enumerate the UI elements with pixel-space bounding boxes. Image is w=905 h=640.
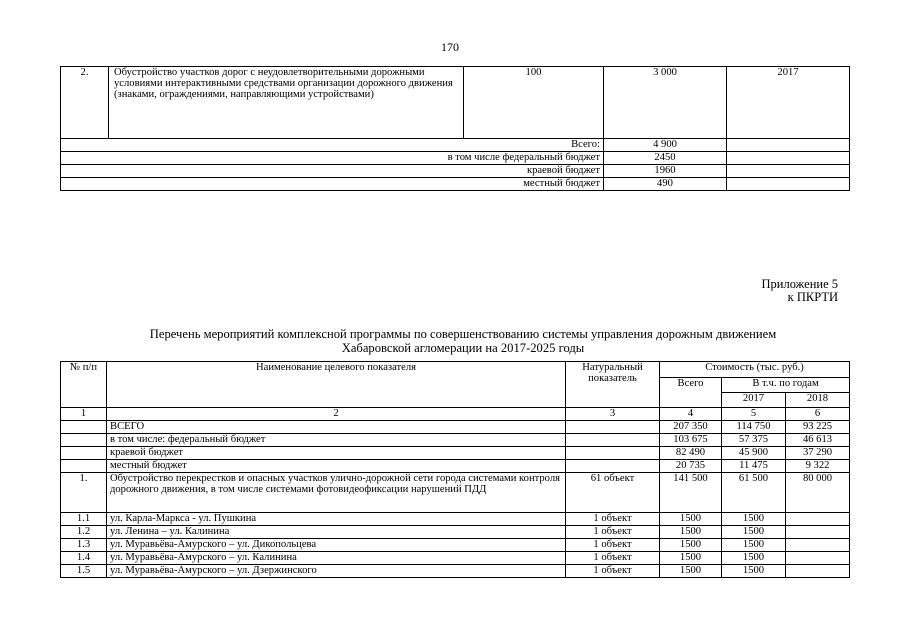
empty-cell <box>727 139 850 152</box>
row-2018: 80 000 <box>786 473 850 513</box>
header-year-2018: 2018 <box>786 393 850 408</box>
row-2018 <box>786 565 850 578</box>
column-number: 4 <box>660 408 722 421</box>
table-row <box>61 434 850 447</box>
row-name: местный бюджет <box>107 460 566 473</box>
row-total: 82 490 <box>660 447 722 460</box>
total-value: 1960 <box>604 165 727 178</box>
row-natural: 1 объект <box>566 526 660 539</box>
header-cost: Стоимость (тыс. руб.) <box>660 362 850 378</box>
year: 2017 <box>727 67 850 139</box>
row-2018 <box>786 513 850 526</box>
row-total: 20 735 <box>660 460 722 473</box>
empty-cell <box>727 152 850 165</box>
row-2018: 93 225 <box>786 421 850 434</box>
table-row <box>61 447 850 460</box>
row-2017: 114 750 <box>722 421 786 434</box>
page-number: 170 <box>441 40 459 54</box>
row-total: 103 675 <box>660 434 722 447</box>
column-number: 1 <box>61 408 107 421</box>
total-row <box>61 139 850 152</box>
column-number: 6 <box>786 408 850 421</box>
header-year-2017: 2017 <box>722 393 786 408</box>
row-natural: 1 объект <box>566 565 660 578</box>
total-value: 4 900 <box>604 139 727 152</box>
cost: 3 000 <box>604 67 727 139</box>
row-2017: 57 375 <box>722 434 786 447</box>
row-natural: 61 объект <box>566 473 660 513</box>
row-number: 1. <box>61 473 107 513</box>
row-2018: 37 290 <box>786 447 850 460</box>
row-total: 141 500 <box>660 473 722 513</box>
row-number: 1.5 <box>61 565 107 578</box>
row-name: ул. Муравьёва-Амурского – ул. Дикопольцева <box>107 539 566 552</box>
row-2017: 1500 <box>722 513 786 526</box>
row-natural: 1 объект <box>566 513 660 526</box>
header-natural: Натуральный показатель <box>566 362 660 408</box>
total-label: Всего: <box>61 139 604 152</box>
document-title <box>40 327 886 355</box>
row-2017: 45 900 <box>722 447 786 460</box>
row-2018 <box>786 552 850 565</box>
row-name: ул. Муравьёва-Амурского – ул. Дзержинского <box>107 565 566 578</box>
row-total: 207 350 <box>660 421 722 434</box>
appendix-line: к ПКРТИ <box>787 290 838 304</box>
column-number: 3 <box>566 408 660 421</box>
row-name: ул. Ленина – ул. Калинина <box>107 526 566 539</box>
row-number: 1.4 <box>61 552 107 565</box>
row-name: ул. Муравьёва-Амурского – ул. Калинина <box>107 552 566 565</box>
table-row <box>61 421 850 434</box>
row-number: 2. <box>61 67 109 139</box>
row-total: 1500 <box>660 513 722 526</box>
table-row <box>61 565 850 578</box>
appendix-note <box>762 278 838 304</box>
table-row <box>61 460 850 473</box>
row-name: ул. Карла-Маркса - ул. Пушкина <box>107 513 566 526</box>
column-number: 2 <box>107 408 566 421</box>
row-total: 1500 <box>660 526 722 539</box>
column-number-row <box>61 408 850 421</box>
total-label: краевой бюджет <box>61 165 604 178</box>
title-line: Хабаровской агломерации на 2017-2025 годы <box>341 341 585 355</box>
header-total: Всего <box>660 378 722 408</box>
total-value: 490 <box>604 178 727 191</box>
row-natural: 1 объект <box>566 552 660 565</box>
row-name: ВСЕГО <box>107 421 566 434</box>
row-name: краевой бюджет <box>107 447 566 460</box>
top-table <box>60 66 850 191</box>
row-natural: 1 объект <box>566 539 660 552</box>
row-name: Обустройство перекрестков и опасных участков улично-дорожной сети города системами контроля дорожного движения, в том числе системами фотовидеофиксации нарушений ПДД <box>107 473 566 513</box>
row-total: 1500 <box>660 539 722 552</box>
row-natural <box>566 434 660 447</box>
header-num: № п/п <box>61 362 107 408</box>
row-number: 1.1 <box>61 513 107 526</box>
row-total: 1500 <box>660 565 722 578</box>
row-2017: 61 500 <box>722 473 786 513</box>
row-2017: 1500 <box>722 539 786 552</box>
total-label: местный бюджет <box>61 178 604 191</box>
top-table-row <box>61 67 850 139</box>
row-number: 1.2 <box>61 526 107 539</box>
table-row <box>61 473 850 513</box>
quantity: 100 <box>464 67 604 139</box>
row-number <box>61 434 107 447</box>
row-2018 <box>786 539 850 552</box>
measures-table <box>60 361 850 578</box>
row-2017: 1500 <box>722 565 786 578</box>
table-row <box>61 526 850 539</box>
empty-cell <box>727 165 850 178</box>
total-row <box>61 165 850 178</box>
row-total: 1500 <box>660 552 722 565</box>
row-natural <box>566 421 660 434</box>
table-row <box>61 513 850 526</box>
appendix-line: Приложение 5 <box>761 277 838 291</box>
row-number: 1.3 <box>61 539 107 552</box>
column-number: 5 <box>722 408 786 421</box>
measure-name: Обустройство участков дорог с неудовлетворительными дорожными условиями интерактивными средствами организации дорожного движения (знаками, ограждениями, направляющими устройствами) <box>109 67 464 139</box>
header-name: Наименование целевого показателя <box>107 362 566 408</box>
row-number <box>61 460 107 473</box>
row-name: в том числе: федеральный бюджет <box>107 434 566 447</box>
row-number <box>61 447 107 460</box>
table-row <box>61 552 850 565</box>
total-value: 2450 <box>604 152 727 165</box>
title-line: Перечень мероприятий комплексной программы по совершенствованию системы управления дорожным движением <box>149 327 777 341</box>
total-label: в том числе федеральный бюджет <box>61 152 604 165</box>
header-row <box>61 362 850 378</box>
total-row <box>61 178 850 191</box>
row-2017: 1500 <box>722 526 786 539</box>
row-2017: 11 475 <box>722 460 786 473</box>
header-by-years: В т.ч. по годам <box>722 378 850 393</box>
empty-cell <box>727 178 850 191</box>
row-natural <box>566 460 660 473</box>
table-row <box>61 539 850 552</box>
row-2018: 46 613 <box>786 434 850 447</box>
row-2017: 1500 <box>722 552 786 565</box>
row-natural <box>566 447 660 460</box>
row-2018: 9 322 <box>786 460 850 473</box>
total-row <box>61 152 850 165</box>
row-number <box>61 421 107 434</box>
row-2018 <box>786 526 850 539</box>
